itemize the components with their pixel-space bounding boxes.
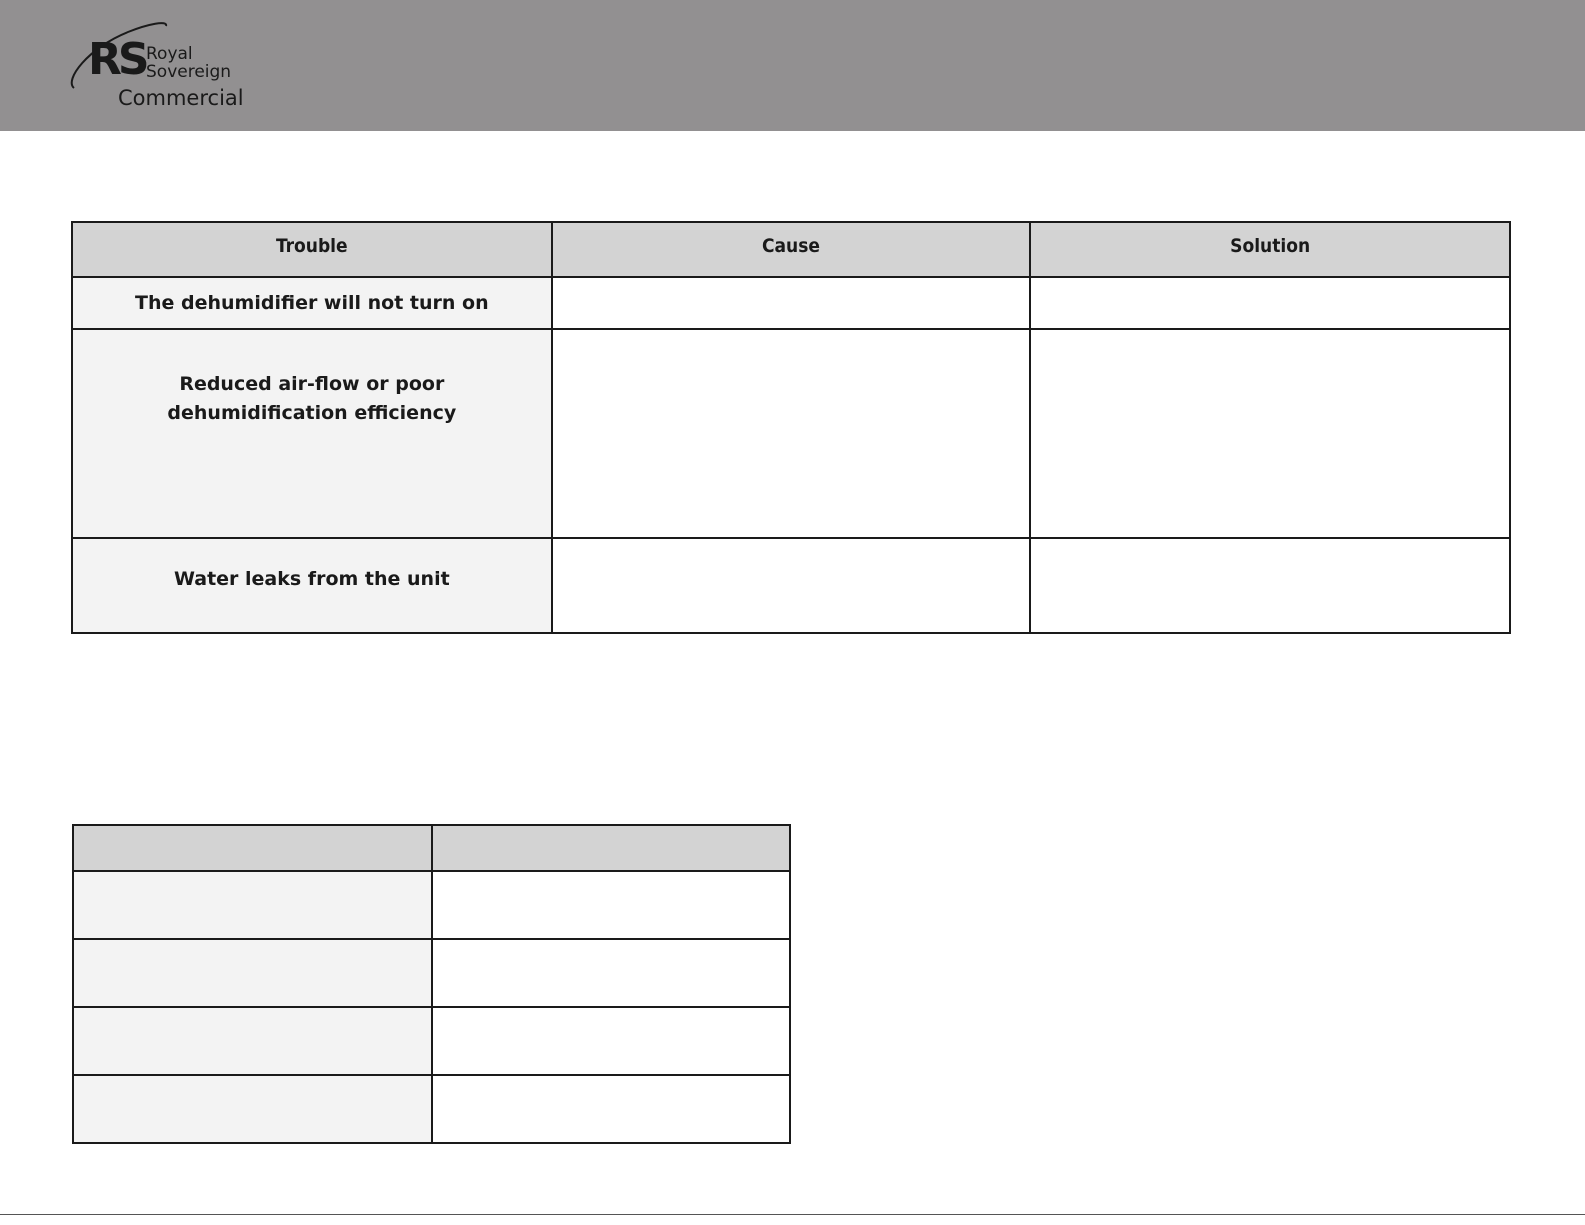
spec-value-cell — [432, 939, 791, 1007]
footer-divider — [0, 1214, 1585, 1215]
table-header-row — [72, 222, 1510, 277]
spec-value-cell — [432, 1075, 791, 1143]
table-header-row — [73, 825, 790, 871]
trouble-cell: Reduced air-flow or poor dehumidification efficiency — [72, 329, 552, 538]
cause-cell — [552, 277, 1031, 329]
table-row — [73, 871, 790, 939]
column-header-left — [73, 825, 432, 871]
spec-label-cell — [73, 871, 432, 939]
logo-royal-text: Royal — [146, 44, 193, 64]
spec-value-cell — [432, 871, 791, 939]
table-row — [73, 939, 790, 1007]
table-row — [72, 329, 1510, 538]
spec-label-cell — [73, 1007, 432, 1075]
page-header-bar — [0, 0, 1585, 131]
cause-cell — [552, 329, 1031, 538]
cause-cell — [552, 538, 1031, 633]
table-row — [73, 1007, 790, 1075]
spec-label-cell — [73, 939, 432, 1007]
solution-cell — [1030, 329, 1510, 538]
table-row — [72, 538, 1510, 633]
troubleshooting-table — [71, 221, 1511, 634]
logo-sovereign-text: Sovereign — [146, 62, 232, 82]
specification-table — [72, 824, 791, 1144]
royal-sovereign-logo — [68, 18, 268, 118]
column-header-cause: Cause — [552, 222, 1031, 277]
trouble-cell: Water leaks from the unit — [72, 538, 552, 633]
table-row — [72, 277, 1510, 329]
logo-commercial-text: Commercial — [118, 86, 244, 110]
spec-value-cell — [432, 1007, 791, 1075]
logo-initials: RS — [88, 34, 146, 85]
column-header-right — [432, 825, 791, 871]
solution-cell — [1030, 538, 1510, 633]
trouble-cell: The dehumidifier will not turn on — [72, 277, 552, 329]
column-header-trouble: Trouble — [72, 222, 552, 277]
table-row — [73, 1075, 790, 1143]
solution-cell — [1030, 277, 1510, 329]
spec-label-cell — [73, 1075, 432, 1143]
column-header-solution: Solution — [1030, 222, 1510, 277]
